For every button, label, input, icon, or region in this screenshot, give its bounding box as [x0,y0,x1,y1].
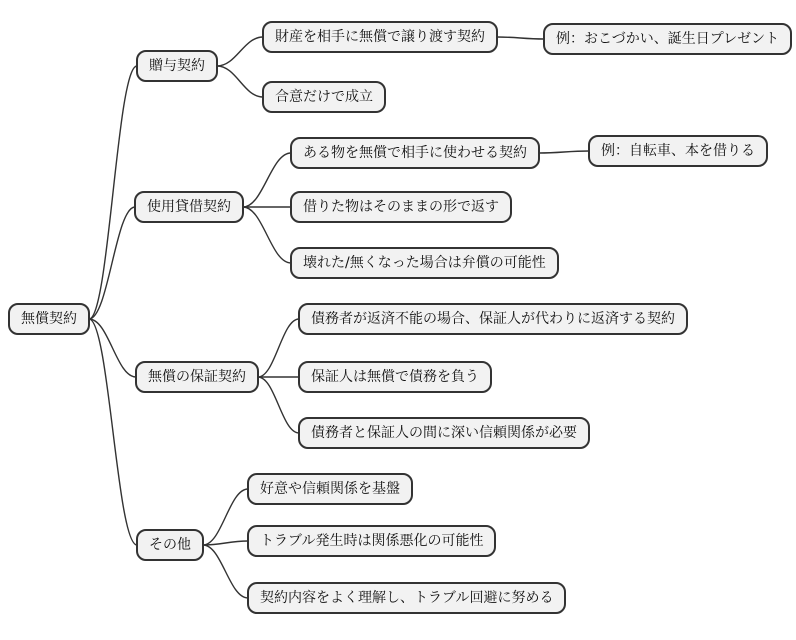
root-node: 無償契約 [8,303,90,335]
leaf-node: 合意だけで成立 [262,81,386,113]
example-node: 例：自転車、本を借りる [588,135,768,167]
leaf-node: 契約内容をよく理解し、トラブル回避に努める [247,582,566,614]
leaf-node: 好意や信頼関係を基盤 [247,473,413,505]
leaf-node: 財産を相手に無償で譲り渡す契約 [262,21,498,53]
leaf-node: 借りた物はそのままの形で返す [290,191,512,223]
branch-node-gift: 贈与契約 [136,50,218,82]
branch-node-other: その他 [136,529,204,561]
branch-node-guarantee: 無償の保証契約 [135,361,259,393]
leaf-node: トラブル発生時は関係悪化の可能性 [247,525,496,557]
example-node: 例：おこづかい、誕生日プレゼント [543,23,792,55]
leaf-node: 債務者が返済不能の場合、保証人が代わりに返済する契約 [298,303,688,335]
branch-node-loan: 使用貸借契約 [134,191,244,223]
leaf-node: 壊れた/無くなった場合は弁償の可能性 [290,247,559,279]
leaf-node: 債務者と保証人の間に深い信頼関係が必要 [298,417,590,449]
leaf-node: 保証人は無償で債務を負う [298,361,492,393]
leaf-node: ある物を無償で相手に使わせる契約 [290,137,540,169]
